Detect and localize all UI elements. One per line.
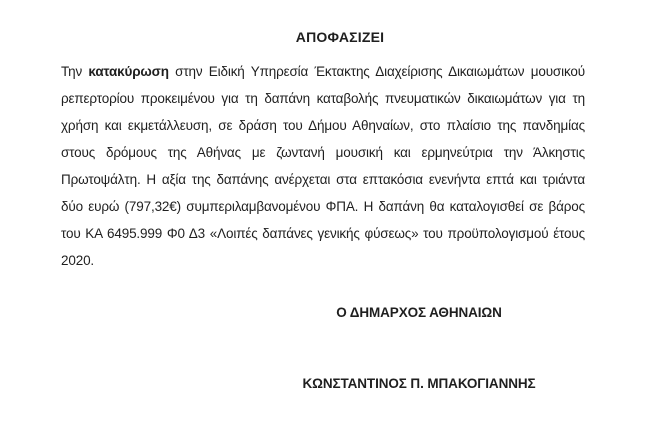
paragraph-line-year: 2020. [61,253,95,268]
signature-block [157,303,650,394]
paragraph-line1-post: στην Ειδική Υπηρεσία Έκτακτης Διαχείρισης Δικαιωμάτων μουσικού [175,64,585,79]
decision-heading: ΑΠΟΦΑΣΙΖΕΙ [295,29,385,45]
decision-paragraph [61,58,585,274]
paragraph-line1-pre: Την [61,64,83,79]
paragraph-line: ρεπερτορίου προκειμένου για τη δαπάνη καταβολής πνευματικών δικαιωμάτων για τη [61,91,585,106]
mayor-name: ΚΩΝΣΤΑΝΤΙΝΟΣ Π. ΜΠΑΚΟΓΙΑΝΝΗΣ [302,376,536,391]
mayor-title: Ο ΔΗΜΑΡΧΟΣ ΑΘΗΝΑΙΩΝ [336,305,502,320]
paragraph-line: χρήση και εκμετάλλευση, σε δράση του Δήμου Αθηναίων, στο πλαίσιο της πανδημίας [61,118,585,133]
paragraph-line: στους δρόμους της Αθήνας με ζωντανή μουσική και ερμηνεύτρια την Άλκηστις [61,145,585,160]
paragraph-line: Πρωτοψάλτη. Η αξία της δαπάνης ανέρχεται στα επτακόσια ενενήντα επτά και τριάντα [61,172,585,187]
paragraph-line [61,58,585,85]
award-bold-word: κατακύρωση [88,64,169,79]
paragraph-line: του ΚΑ 6495.999 Φ0 Δ3 «Λοιπές δαπάνες γενικής φύσεως» του προϋπολογισμού έτους [61,226,585,241]
paragraph-line: δύο ευρώ (797,32€) συμπεριλαμβανομένου ΦΠΑ. Η δαπάνη θα καταλογισθεί σε βάρος [61,199,585,214]
